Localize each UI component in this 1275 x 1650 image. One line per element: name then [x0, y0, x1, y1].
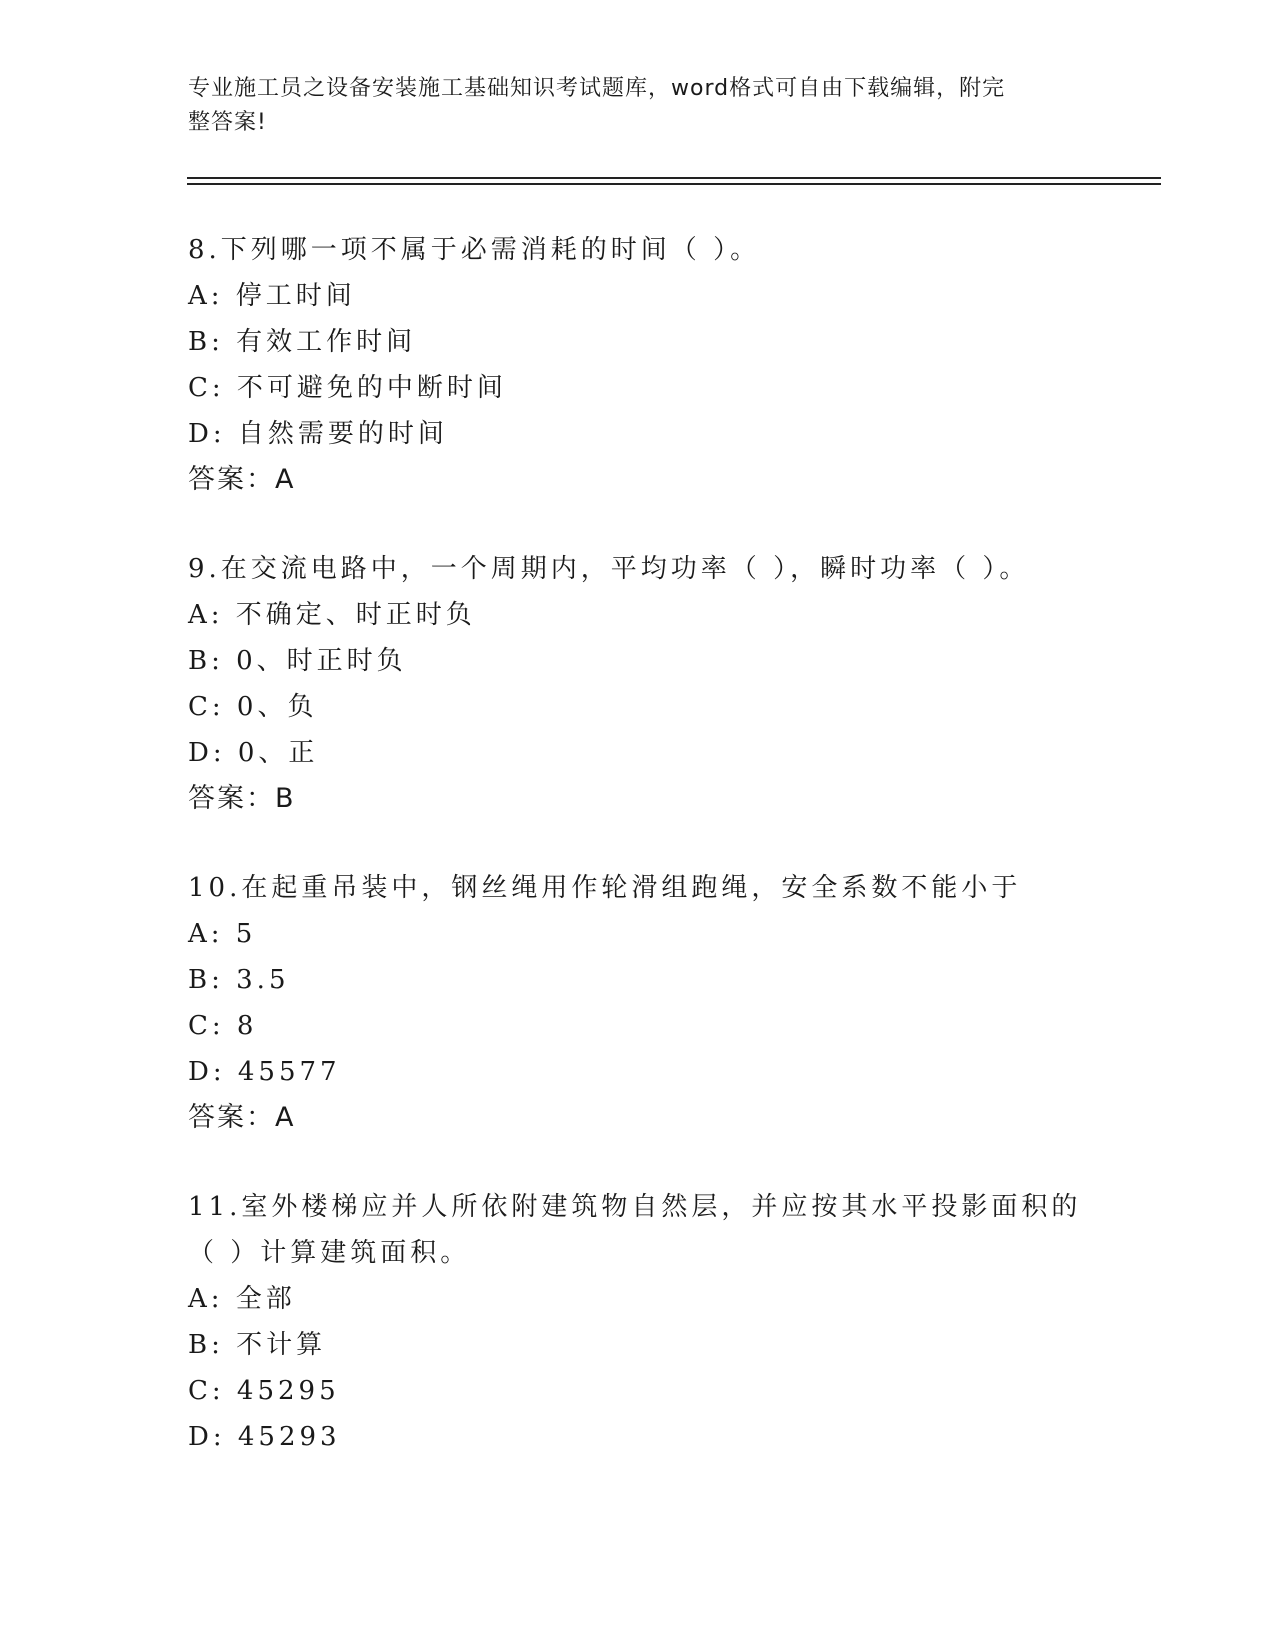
question-stem: 10.在起重吊装中，钢丝绳用作轮滑组跑绳，安全系数不能小于: [188, 873, 1022, 903]
option-d: D: 0、正: [188, 738, 319, 768]
header-divider-bottom: [187, 183, 1161, 185]
header-line-2: 整答案!: [188, 110, 267, 135]
question-stem: 9.在交流电路中，一个周期内，平均功率（ ），瞬时功率（ ）。: [188, 554, 1030, 584]
option-b: B: 0、时正时负: [188, 646, 407, 676]
option-a: A: 5: [188, 919, 257, 949]
answer-label: 答案：A: [188, 464, 296, 495]
question-11: [188, 1184, 1088, 1460]
option-a: A: 停工时间: [188, 281, 356, 311]
question-9: [188, 546, 1088, 822]
answer-label: 答案：B: [188, 783, 296, 814]
header-divider-top: [187, 177, 1161, 179]
header-line-1: 专业施工员之设备安装施工基础知识考试题库，word格式可自由下载编辑，附完: [188, 76, 1006, 101]
option-a: A: 不确定、时正时负: [188, 600, 476, 630]
option-d: D: 自然需要的时间: [188, 419, 448, 449]
document-header: [188, 72, 1088, 140]
option-c: C: 不可避免的中断时间: [188, 373, 507, 403]
option-b: B: 有效工作时间: [188, 327, 417, 357]
option-c: C: 8: [188, 1011, 258, 1041]
question-stem: 8.下列哪一项不属于必需消耗的时间（ ）。: [188, 235, 761, 265]
option-d: D: 45293: [188, 1422, 341, 1452]
question-8: [188, 227, 1088, 503]
option-c: C: 45295: [188, 1376, 340, 1406]
question-10: [188, 865, 1088, 1141]
question-stem: 11.室外楼梯应并人所依附建筑物自然层，并应按其水平投影面积的（ ）计算建筑面积。: [188, 1192, 1082, 1268]
option-a: A: 全部: [188, 1284, 296, 1314]
answer-label: 答案：A: [188, 1102, 296, 1133]
option-b: B: 3.5: [188, 965, 290, 995]
option-c: C: 0、负: [188, 692, 318, 722]
option-d: D: 45577: [188, 1057, 341, 1087]
option-b: B: 不计算: [188, 1330, 327, 1360]
